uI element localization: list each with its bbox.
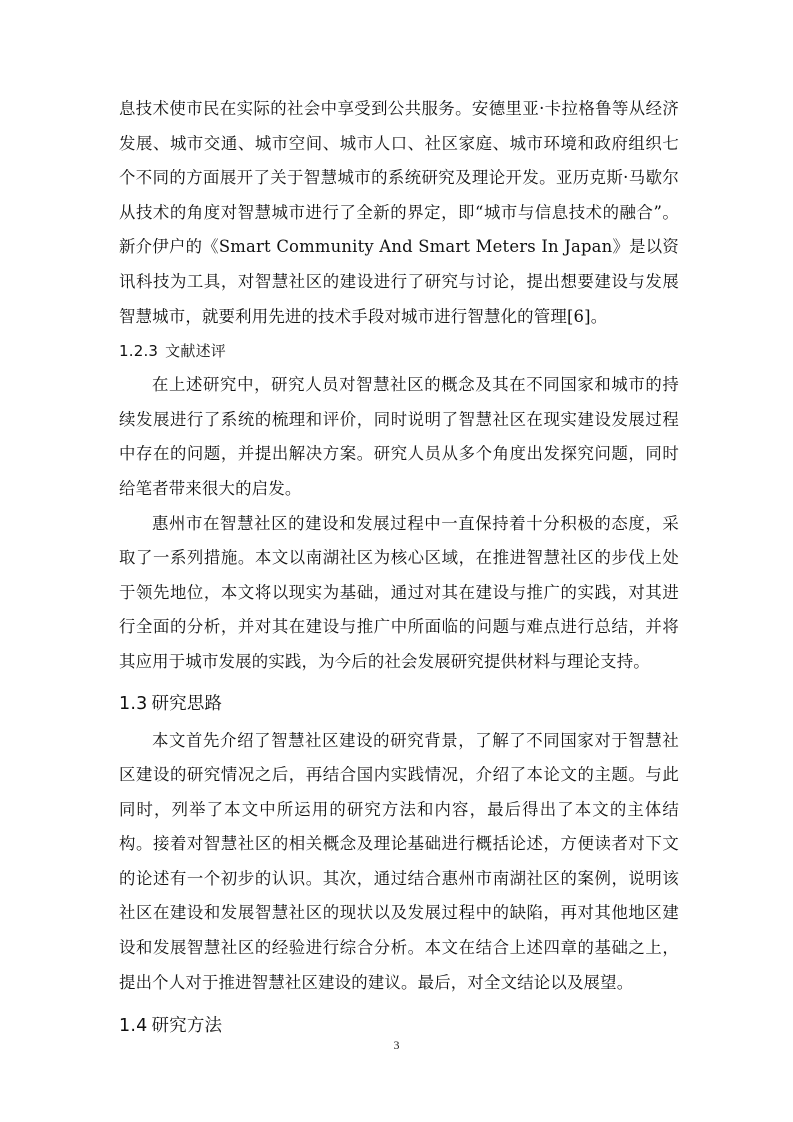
paragraph-review-2: 惠州市在智慧社区的建设和发展过程中一直保持着十分积极的态度，采取了一系列措施。本文以南湖社区为核心区域，在推进智慧社区的步伐上处于领先地位，本文将以现实为基础，通过对其在建设与推广的实践，对其进行全面的分析，并对其在建设与推广中所面临的问题与难点进行总结，并将其应用于城市发展的实践，为今后的社会发展研究提供材料与理论支持。 [119, 513, 679, 671]
section-number: 1.4 [119, 1016, 148, 1037]
section-title: 研究思路 [151, 693, 223, 714]
section-title: 研究方法 [151, 1016, 223, 1037]
section-heading-1-2-3 [119, 334, 679, 368]
page-body [119, 92, 679, 1046]
paragraph-review-1: 在上述研究中，研究人员对智慧社区的概念及其在不同国家和城市的持续发展进行了系统的梳理和评价，同时说明了智慧社区在现实建设发展过程中存在的问题，并提出解决方案。研究人员从多个角度出发探究问题，同时给笔者带来很大的启发。 [119, 375, 679, 498]
section-number: 1.3 [119, 693, 148, 714]
paragraph-approach: 本文首先介绍了智慧社区建设的研究背景，了解了不同国家对于智慧社区建设的研究情况之后，再结合国内实践情况，介绍了本论文的主题。与此同时，列举了本文中所运用的研究方法和内容，最后得出了本文的主体结构。接着对智慧社区的相关概念及理论基础进行概括论述，方便读者对下文的论述有一个初步的认识。其次，通过结合惠州市南湖社区的案例，说明该社区在建设和发展智慧社区的现状以及发展过程中的缺陷，再对其他地区建设和发展智慧社区的经验进行综合分析。本文在结合上述四章的基础之上，提出个人对于推进智慧社区建设的建议。最后，对全文结论以及展望。 [119, 730, 679, 992]
section-number: 1.2.3 [119, 342, 159, 361]
section-title: 文献述评 [165, 342, 226, 361]
page-number: 3 [393, 1038, 400, 1052]
section-heading-1-3 [119, 684, 679, 724]
paragraph-continued: 息技术使市民在实际的社会中享受到公共服务。安德里亚·卡拉格鲁等从经济发展、城市交通、城市空间、城市人口、社区家庭、城市环境和政府组织七个不同的方面展开了关于智慧城市的系统研究及理论开发。亚历克斯·马歇尔从技术的角度对智慧城市进行了全新的界定，即“城市与信息技术的融合”。新介伊户的《Smart Community And Smart Meters In Japan》是以资讯科技为工具，对智慧社区的建设进行了研究与讨论，提出想要建设与发展智慧城市，就要利用先进的技术手段对城市进行智慧化的管理[6]。 [119, 99, 679, 326]
